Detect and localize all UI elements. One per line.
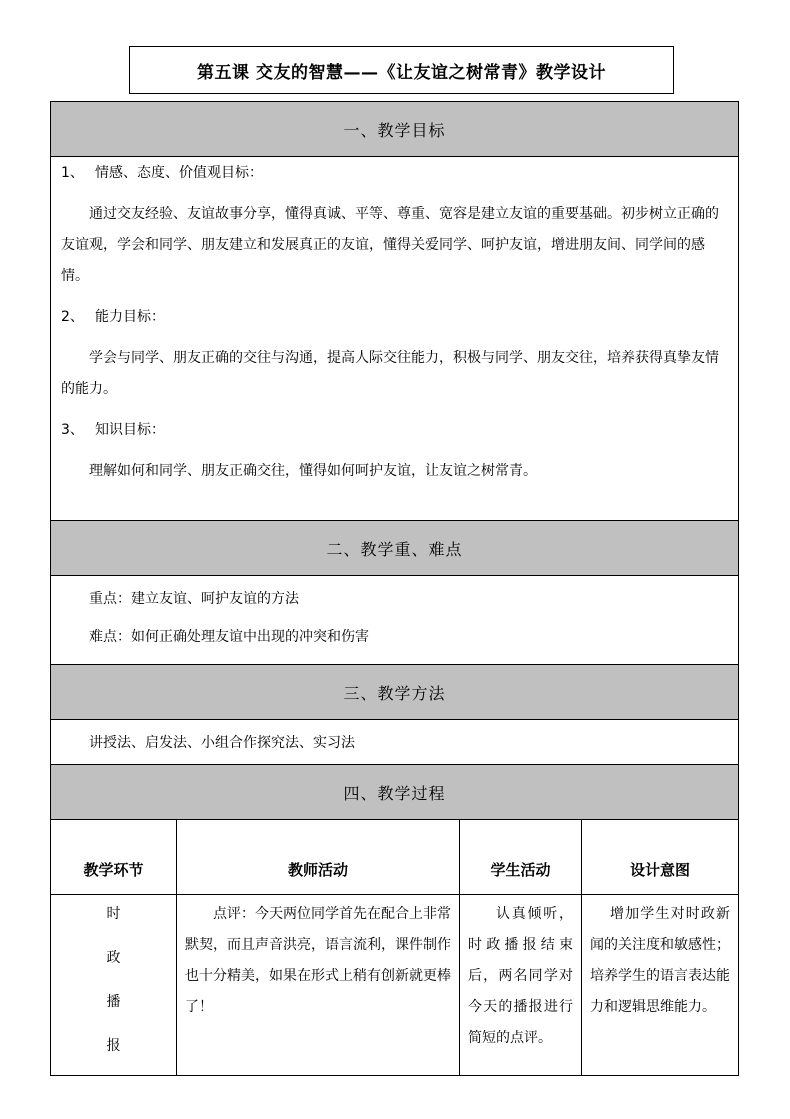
lesson-plan-table xyxy=(50,101,739,1076)
section-heading-methods: 三、教学方法 xyxy=(51,665,738,720)
section-heading-objectives: 一、教学目标 xyxy=(51,102,738,157)
document-title: 第五课 交友的智慧——《让友谊之树常青》教学设计 xyxy=(129,46,674,94)
column-header-teacher: 教师活动 xyxy=(177,820,460,894)
student-activity-cell: 认真倾听，时政播报结束后，两名同学对今天的播报进行简短的点评。 xyxy=(460,895,582,1075)
objective-2-label: 2、 能力目标： xyxy=(61,309,165,325)
stage-cell: 时 政 播 报 xyxy=(51,895,177,1075)
column-header-student: 学生活动 xyxy=(460,820,582,894)
objectives-body xyxy=(51,157,738,521)
process-table-header xyxy=(51,820,738,895)
objective-1-label: 1、 情感、态度、价值观目标： xyxy=(61,165,263,181)
difficult-point: 难点：如何正确处理友谊中出现的冲突和伤害 xyxy=(89,629,369,645)
section-heading-keypoints: 二、教学重、难点 xyxy=(51,521,738,576)
design-intent-cell: 增加学生对时政新闻的关注度和敏感性；培养学生的语言表达能力和逻辑思维能力。 xyxy=(590,906,730,1015)
column-header-stage: 教学环节 xyxy=(51,820,177,894)
objective-3-text: 理解如何和同学、朋友正确交往，懂得如何呵护友谊，让友谊之树常青。 xyxy=(89,463,537,479)
column-header-intent: 设计意图 xyxy=(629,861,690,879)
methods-body: 讲授法、启发法、小组合作探究法、实习法 xyxy=(51,720,738,765)
table-row xyxy=(51,895,738,1075)
objective-2-text: 学会与同学、朋友正确的交往与沟通，提高人际交往能力，积极与同学、朋友交往，培养获得真挚友情的能力。 xyxy=(61,350,719,397)
teacher-activity-cell: 点评：今天两位同学首先在配合上非常默契，而且声音洪亮，语言流利，课件制作也十分精美，如果在形式上稍有创新就更棒了！ xyxy=(177,895,460,1075)
objective-3-label: 3、 知识目标： xyxy=(61,422,165,438)
objective-1-text: 通过交友经验、友谊故事分享，懂得真诚、平等、尊重、宽容是建立友谊的重要基础。初步树立正确的友谊观，学会和同学、朋友建立和发展真正的友谊，懂得关爱同学、呵护友谊，增进朋友间、同学间的感情。 xyxy=(61,206,719,284)
key-point: 重点：建立友谊、呵护友谊的方法 xyxy=(89,591,299,607)
section-heading-process: 四、教学过程 xyxy=(51,765,738,820)
keypoints-body xyxy=(51,576,738,665)
